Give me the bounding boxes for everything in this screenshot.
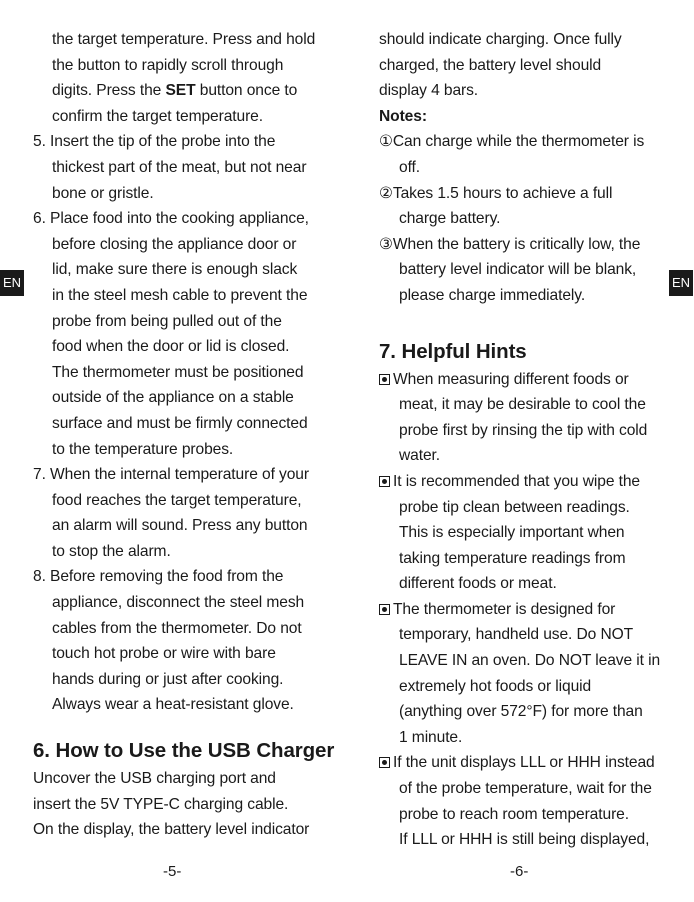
- section-6-heading: 6. How to Use the USB Charger: [33, 739, 335, 763]
- text-line: confirm the target temperature.: [52, 107, 263, 125]
- hints-list: [379, 367, 679, 853]
- hint-line: temporary, handheld use. Do NOT: [399, 626, 634, 644]
- step-5: [33, 129, 333, 206]
- step-line: 7. When the internal temperature of your: [33, 466, 309, 484]
- step-line: lid, make sure there is enough slack: [52, 261, 298, 279]
- text-line: charged, the battery level should: [379, 56, 602, 74]
- hint-item: [379, 469, 679, 597]
- hint-line: meat, it may be desirable to cool the: [399, 396, 646, 414]
- step-4-continued: [33, 27, 333, 129]
- step-line: appliance, disconnect the steel mesh: [52, 594, 305, 612]
- step-line: touch hot probe or wire with bare: [52, 645, 276, 663]
- hint-line: extremely hot foods or liquid: [399, 677, 592, 695]
- hint-line: different foods or meat.: [399, 575, 557, 593]
- hint-item: [379, 597, 679, 751]
- hint-text: If the unit displays LLL or HHH instead: [393, 754, 655, 772]
- step-line: Always wear a heat-resistant glove.: [52, 696, 294, 714]
- note-line: ③When the battery is critically low, the: [379, 235, 641, 253]
- notes-label: Notes:: [379, 107, 427, 125]
- text-line: insert the 5V TYPE-C charging cable.: [33, 795, 289, 813]
- bullet-icon: [379, 374, 390, 385]
- step-line: thickest part of the meat, but not near: [52, 158, 307, 176]
- step-line: probe from being pulled out of the: [52, 312, 282, 330]
- text-line: [33, 78, 333, 104]
- step-line: 5. Insert the tip of the probe into the: [33, 133, 276, 151]
- hint-line: If LLL or HHH is still being displayed,: [399, 831, 650, 849]
- page-number-right: -6-: [510, 863, 529, 880]
- step-line: 8. Before removing the food from the: [33, 568, 284, 586]
- section-6-body: [33, 766, 333, 843]
- step-line: food when the door or lid is closed.: [52, 338, 290, 356]
- hint-text: The thermometer is designed for: [393, 600, 616, 618]
- text-line: the button to rapidly scroll through: [52, 56, 284, 74]
- note-line: battery level indicator will be blank,: [399, 261, 637, 279]
- hint-item: [379, 367, 679, 469]
- hint-line: probe to reach room temperature.: [399, 805, 629, 823]
- hint-line: This is especially important when: [399, 524, 625, 542]
- hint-line: of the probe temperature, wait for the: [399, 780, 652, 798]
- note-line: please charge immediately.: [399, 286, 586, 304]
- notes-list: [379, 129, 679, 308]
- text-run: digits. Press the: [52, 82, 166, 100]
- bullet-icon: [379, 604, 390, 615]
- step-line: bone or gristle.: [52, 184, 154, 202]
- language-tab-right: EN: [669, 270, 693, 296]
- step-line: hands during or just after cooking.: [52, 670, 284, 688]
- hint-line: 1 minute.: [399, 728, 463, 746]
- text-run: button once to: [195, 82, 298, 100]
- hint-line: [379, 469, 679, 495]
- step-8: [33, 564, 333, 718]
- hint-line: water.: [399, 447, 441, 465]
- step-6: [33, 206, 333, 462]
- note-item: [379, 181, 679, 232]
- hint-line: probe tip clean between readings.: [399, 498, 630, 516]
- right-column: [379, 27, 679, 853]
- charging-text: [379, 27, 679, 104]
- note-line: off.: [399, 158, 420, 176]
- step-line: 6. Place food into the cooking appliance,: [33, 210, 309, 228]
- bullet-icon: [379, 757, 390, 768]
- step-line: before closing the appliance door or: [52, 235, 297, 253]
- text-line: On the display, the battery level indicator: [33, 821, 310, 839]
- note-line: ②Takes 1.5 hours to achieve a full: [379, 184, 613, 202]
- hint-item: [379, 750, 679, 852]
- text-line: display 4 bars.: [379, 82, 479, 100]
- text-line: the target temperature. Press and hold: [52, 31, 316, 48]
- step-line: in the steel mesh cable to prevent the: [52, 286, 308, 304]
- hint-text: When measuring different foods or: [393, 370, 629, 388]
- step-line: to stop the alarm.: [52, 542, 171, 560]
- step-line: The thermometer must be positioned: [52, 363, 304, 381]
- hint-text: It is recommended that you wipe the: [393, 472, 640, 490]
- page-number-left: -5-: [163, 863, 182, 880]
- text-line: Uncover the USB charging port and: [33, 770, 276, 788]
- step-line: food reaches the target temperature,: [52, 491, 302, 509]
- step-line: to the temperature probes.: [52, 440, 234, 458]
- step-line: outside of the appliance on a stable: [52, 389, 294, 407]
- language-tab-left: EN: [0, 270, 24, 296]
- hint-line: [379, 597, 679, 623]
- step-7: [33, 462, 333, 564]
- step-line: cables from the thermometer. Do not: [52, 619, 302, 637]
- hint-line: probe first by rinsing the tip with cold: [399, 421, 648, 439]
- bullet-icon: [379, 476, 390, 487]
- note-line: charge battery.: [399, 210, 501, 228]
- note-item: [379, 129, 679, 180]
- hint-line: (anything over 572°F) for more than: [399, 703, 643, 721]
- text-line: should indicate charging. Once fully: [379, 31, 622, 48]
- hint-line: LEAVE IN an oven. Do NOT leave it in: [399, 652, 661, 670]
- step-line: surface and must be firmly connected: [52, 414, 308, 432]
- hint-line: taking temperature readings from: [399, 549, 626, 567]
- step-line: an alarm will sound. Press any button: [52, 517, 308, 535]
- section-7-heading: 7. Helpful Hints: [379, 339, 527, 363]
- left-column: [33, 27, 333, 843]
- note-line: ①Can charge while the thermometer is: [379, 133, 645, 151]
- set-button-name: SET: [165, 82, 196, 100]
- hint-line: [379, 367, 679, 393]
- note-item: [379, 232, 679, 309]
- hint-line: [379, 750, 679, 776]
